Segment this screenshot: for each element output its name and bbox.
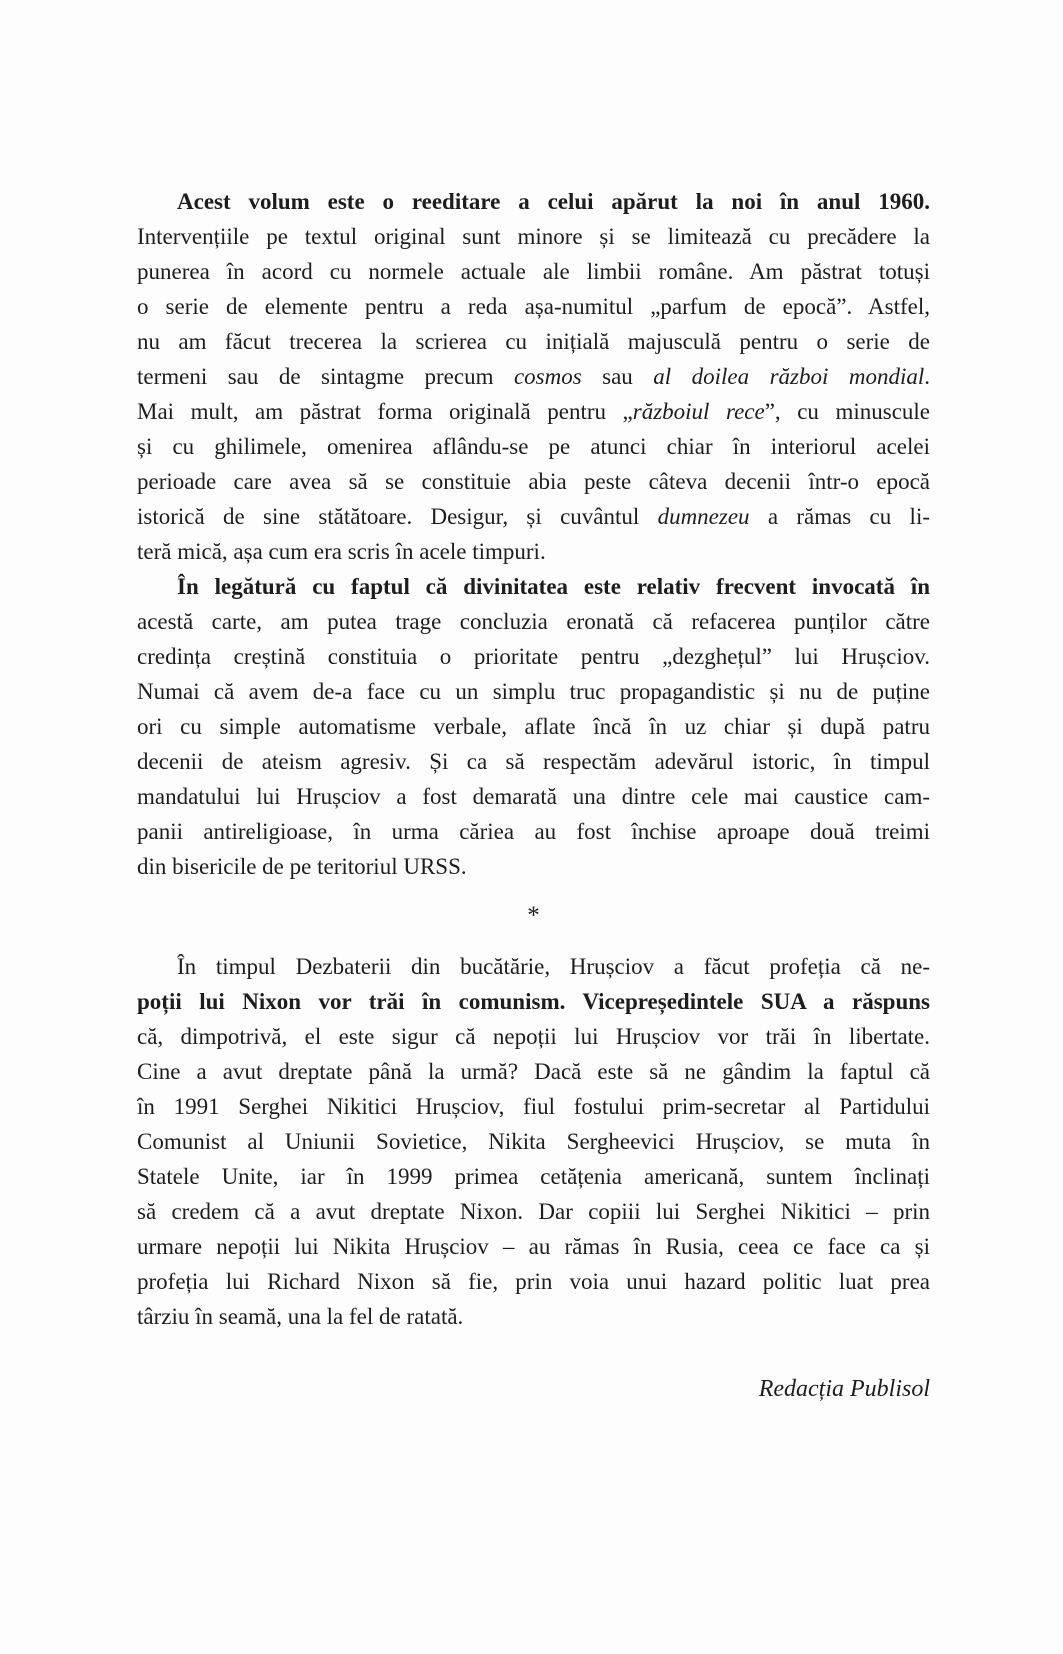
paragraph: [137, 949, 930, 1334]
text-line: [137, 429, 930, 464]
text-line: [137, 534, 930, 569]
text-segment: perioade care avea să se constituie abia peste câteva decenii într-o epocă: [137, 469, 930, 494]
text-block-top: [137, 184, 930, 884]
paragraph: [137, 184, 930, 569]
text-segment: istorică de sine stătătoare. Desigur, și cuvântul: [137, 504, 658, 529]
text-line: [137, 254, 930, 289]
text-segment: Numai că avem de-a face cu un simplu truc propagandistic și nu de puține: [137, 679, 930, 704]
text-segment: credința creștină constituia o prioritate pentru „dezghețul” lui Hrușciov.: [137, 644, 930, 669]
text-segment: Intervențiile pe textul original sunt minore și se limitează cu precădere la: [137, 224, 930, 249]
text-block-bottom: [137, 949, 930, 1334]
text-segment: sau: [581, 364, 654, 389]
text-segment: Cine a avut dreptate până la urmă? Dacă este să ne gândim la faptul că: [137, 1059, 930, 1084]
text-segment: din bisericile de pe teritoriul URSS.: [137, 854, 467, 879]
text-line: [137, 814, 930, 849]
text-line: [137, 1299, 930, 1334]
text-segment: să credem că a avut dreptate Nixon. Dar copiii lui Serghei Nikitici – prin: [137, 1199, 930, 1224]
text-segment: teră mică, așa cum era scris în acele timpuri.: [137, 539, 546, 564]
text-line: [137, 709, 930, 744]
text-line: [137, 359, 930, 394]
text-line: [137, 984, 930, 1019]
text-line: [137, 394, 930, 429]
text-line: [137, 639, 930, 674]
text-line: [137, 219, 930, 254]
text-line: [137, 1194, 930, 1229]
text-segment: ori cu simple automatisme verbale, aflate încă în uz chiar și după patru: [137, 714, 930, 739]
text-segment: În timpul Dezbaterii din bucătărie, Hrușciov a făcut profeția că ne-: [177, 954, 930, 979]
text-line: [137, 949, 930, 984]
text-line: [137, 324, 930, 359]
text-segment: profeția lui Richard Nixon să fie, prin voia unui hazard politic luat prea: [137, 1269, 930, 1294]
text-line: [137, 184, 930, 219]
text-line: [137, 289, 930, 324]
text-line: [137, 674, 930, 709]
text-segment: târziu în seamă, una la fel de ratată.: [137, 1304, 464, 1329]
text-segment: urmare nepoții lui Nikita Hrușciov – au rămas în Rusia, ceea ce face ca și: [137, 1234, 930, 1259]
text-line: [137, 499, 930, 534]
text-segment: și cu ghilimele, omenirea aflându-se pe atunci chiar în interiorul acelei: [137, 434, 930, 459]
text-segment: decenii de ateism agresiv. Și ca să respectăm adevărul istoric, în timpul: [137, 749, 930, 774]
section-separator-asterisk: *: [527, 902, 540, 929]
text-segment: în 1991 Serghei Nikitici Hrușciov, fiul fostului prim-secretar al Partidului: [137, 1094, 930, 1119]
text-segment: panii antireligioase, în urma căriea au fost închise aproape două treimi: [137, 819, 930, 844]
text-segment: a rămas cu li-: [749, 504, 930, 529]
text-line: [137, 604, 930, 639]
text-segment: Comunist al Uniunii Sovietice, Nikita Sergheevici Hrușciov, se muta în: [137, 1129, 930, 1154]
text-line: [137, 569, 930, 604]
text-segment: termeni sau de sintagme precum: [137, 364, 514, 389]
text-segment: .: [924, 364, 930, 389]
text-line: [137, 464, 930, 499]
text-line: [137, 1124, 930, 1159]
text-segment: În legătură cu faptul că divinitatea este relativ frecvent invocată în: [177, 574, 930, 599]
text-segment: Statele Unite, iar în 1999 primea cetățenia americană, suntem înclinați: [137, 1164, 930, 1189]
text-line: [137, 744, 930, 779]
text-line: [137, 1264, 930, 1299]
text-line: [137, 1054, 930, 1089]
italic-text-segment: al doilea război mondial: [653, 364, 925, 389]
text-segment: poții lui Nixon vor trăi în comunism. Vicepreședintele SUA a răspuns: [137, 989, 930, 1014]
italic-text-segment: dumnezeu: [657, 504, 750, 529]
text-segment: Acest volum este o reeditare a celui apărut la noi în anul 1960.: [177, 189, 930, 214]
italic-text-segment: cosmos: [513, 364, 582, 389]
italic-text-segment: războiul rece: [632, 399, 765, 424]
text-segment: acestă carte, am putea trage concluzia eronată că refacerea punților către: [137, 609, 930, 634]
text-segment: o serie de elemente pentru a reda așa-numitul „parfum de epocă”. Astfel,: [137, 294, 930, 319]
text-segment: punerea în acord cu normele actuale ale limbii române. Am păstrat totuși: [137, 259, 930, 284]
text-line: [137, 1159, 930, 1194]
text-line: [137, 1229, 930, 1264]
text-segment: nu am făcut trecerea la scrierea cu inițială majusculă pentru o serie de: [137, 329, 930, 354]
text-line: [137, 1019, 930, 1054]
text-line: [137, 779, 930, 814]
text-segment: mandatului lui Hrușciov a fost demarată una dintre cele mai caustice cam-: [137, 784, 930, 809]
text-segment: Mai mult, am păstrat forma originală pentru „: [137, 399, 633, 424]
paragraph: [137, 569, 930, 884]
text-line: [137, 1089, 930, 1124]
text-segment: că, dimpotrivă, el este sigur că nepoții lui Hrușciov vor trăi în libertate.: [137, 1024, 930, 1049]
text-segment: ”, cu minuscule: [764, 399, 930, 424]
text-line: [137, 849, 930, 884]
signature: Redacția Publisol: [758, 1376, 930, 1402]
